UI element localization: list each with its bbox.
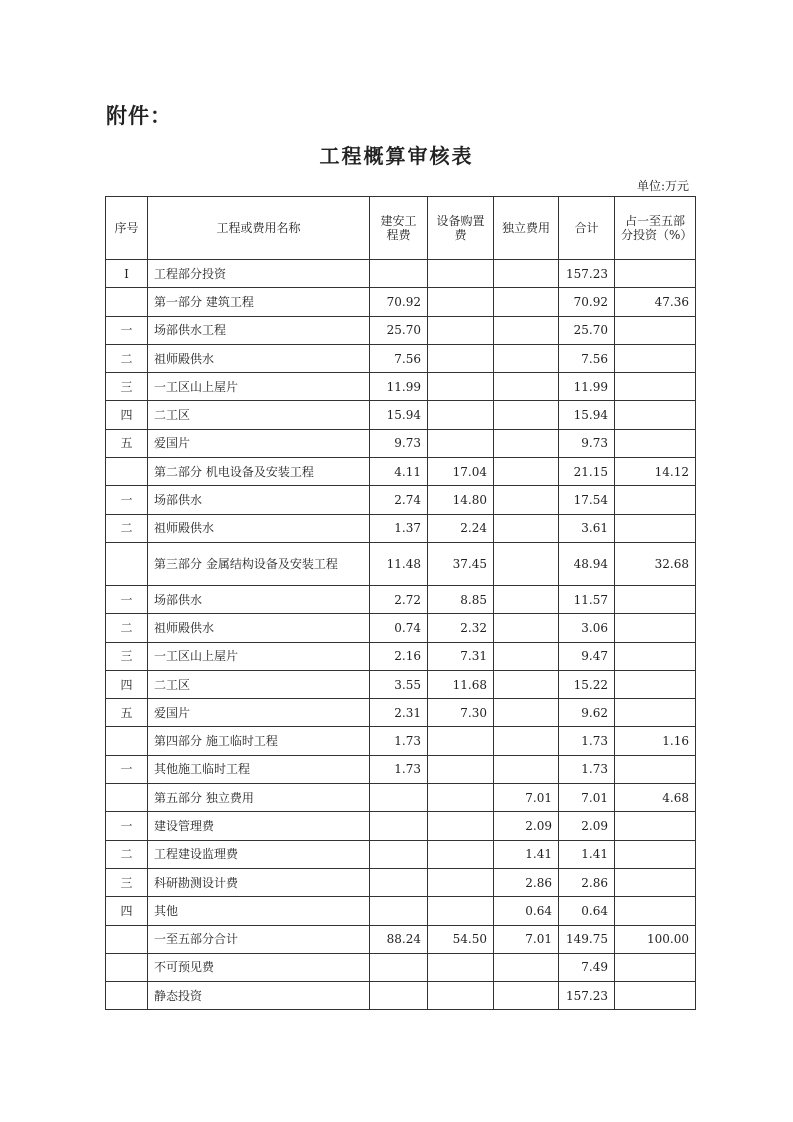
independent-cost: [494, 542, 559, 585]
table-row: [106, 727, 696, 755]
independent-cost: [494, 458, 559, 486]
table-row: [106, 670, 696, 698]
row-total: 9.62: [559, 699, 615, 727]
independent-cost: 1.41: [494, 840, 559, 868]
row-name: 不可预见费: [148, 953, 370, 981]
row-total: 1.73: [559, 755, 615, 783]
equipment-cost: [428, 982, 494, 1010]
row-total: 3.61: [559, 514, 615, 542]
independent-cost: [494, 288, 559, 316]
row-number: [106, 458, 148, 486]
row-number: [106, 288, 148, 316]
row-number: [106, 784, 148, 812]
row-name: 建设管理费: [148, 812, 370, 840]
independent-cost: [494, 699, 559, 727]
equipment-cost: 54.50: [428, 925, 494, 953]
table-row: [106, 925, 696, 953]
table-row: [106, 344, 696, 372]
row-total: 157.23: [559, 260, 615, 288]
build-cost: 11.99: [370, 373, 428, 401]
attachment-label: 附件：: [106, 104, 172, 128]
row-number: 二: [106, 344, 148, 372]
row-percent: [615, 670, 696, 698]
row-name: 第三部分 金属结构设备及安装工程: [148, 542, 370, 585]
equipment-cost: [428, 840, 494, 868]
equipment-cost: [428, 344, 494, 372]
row-name: 场部供水: [148, 486, 370, 514]
row-name: 一工区山上屋片: [148, 642, 370, 670]
table-row: [106, 542, 696, 585]
table-row: [106, 373, 696, 401]
row-percent: [615, 486, 696, 514]
table-row: [106, 868, 696, 896]
equipment-cost: [428, 401, 494, 429]
build-cost: 15.94: [370, 401, 428, 429]
independent-cost: [494, 316, 559, 344]
row-number: 一: [106, 316, 148, 344]
equipment-cost: [428, 812, 494, 840]
row-number: [106, 727, 148, 755]
equipment-cost: 2.32: [428, 614, 494, 642]
build-cost: 2.72: [370, 585, 428, 613]
independent-cost: [494, 642, 559, 670]
equipment-cost: 2.24: [428, 514, 494, 542]
row-number: 三: [106, 642, 148, 670]
row-percent: [615, 642, 696, 670]
table-row: [106, 288, 696, 316]
row-name: 第四部分 施工临时工程: [148, 727, 370, 755]
build-cost: [370, 982, 428, 1010]
row-percent: [615, 585, 696, 613]
independent-cost: [494, 429, 559, 457]
row-total: 11.57: [559, 585, 615, 613]
row-total: 149.75: [559, 925, 615, 953]
equipment-cost: 17.04: [428, 458, 494, 486]
row-percent: [615, 373, 696, 401]
table-row: [106, 699, 696, 727]
independent-cost: 7.01: [494, 784, 559, 812]
independent-cost: 2.09: [494, 812, 559, 840]
row-name: 一工区山上屋片: [148, 373, 370, 401]
table-row: [106, 897, 696, 925]
row-percent: [615, 982, 696, 1010]
equipment-cost: [428, 260, 494, 288]
table-row: [106, 642, 696, 670]
equipment-cost: [428, 755, 494, 783]
row-name: 其他施工临时工程: [148, 755, 370, 783]
build-cost: [370, 812, 428, 840]
table-row: [106, 585, 696, 613]
header-build-cost: 建安工程费: [370, 197, 428, 260]
independent-cost: [494, 514, 559, 542]
independent-cost: [494, 585, 559, 613]
row-name: 第一部分 建筑工程: [148, 288, 370, 316]
independent-cost: [494, 373, 559, 401]
row-number: 五: [106, 699, 148, 727]
row-number: 二: [106, 840, 148, 868]
independent-cost: [494, 982, 559, 1010]
row-name: 其他: [148, 897, 370, 925]
row-total: 15.94: [559, 401, 615, 429]
header-total: 合计: [559, 197, 615, 260]
row-name: 第二部分 机电设备及安装工程: [148, 458, 370, 486]
row-name: 静态投资: [148, 982, 370, 1010]
table-row: [106, 840, 696, 868]
row-total: 15.22: [559, 670, 615, 698]
row-name: 二工区: [148, 401, 370, 429]
row-total: 11.99: [559, 373, 615, 401]
row-total: 17.54: [559, 486, 615, 514]
row-number: 一: [106, 755, 148, 783]
row-percent: [615, 316, 696, 344]
row-percent: [615, 699, 696, 727]
row-percent: [615, 812, 696, 840]
table-row: [106, 812, 696, 840]
row-number: 五: [106, 429, 148, 457]
row-number: 二: [106, 514, 148, 542]
table-row: [106, 429, 696, 457]
equipment-cost: [428, 373, 494, 401]
row-name: 工程部分投资: [148, 260, 370, 288]
build-cost: 9.73: [370, 429, 428, 457]
build-cost: [370, 840, 428, 868]
row-percent: 100.00: [615, 925, 696, 953]
row-total: 1.41: [559, 840, 615, 868]
build-cost: [370, 897, 428, 925]
row-name: 第五部分 独立费用: [148, 784, 370, 812]
row-name: 科研勘测设计费: [148, 868, 370, 896]
row-name: 爱国片: [148, 699, 370, 727]
table-row: [106, 316, 696, 344]
build-cost: 0.74: [370, 614, 428, 642]
row-percent: [615, 429, 696, 457]
independent-cost: [494, 344, 559, 372]
table-row: [106, 486, 696, 514]
row-number: 三: [106, 868, 148, 896]
row-percent: [615, 614, 696, 642]
table-row: [106, 260, 696, 288]
row-total: 7.56: [559, 344, 615, 372]
row-total: 2.86: [559, 868, 615, 896]
equipment-cost: [428, 784, 494, 812]
build-cost: 70.92: [370, 288, 428, 316]
row-total: 3.06: [559, 614, 615, 642]
equipment-cost: [428, 953, 494, 981]
build-cost: 3.55: [370, 670, 428, 698]
row-name: 祖师殿供水: [148, 344, 370, 372]
independent-cost: [494, 614, 559, 642]
row-name: 爱国片: [148, 429, 370, 457]
table-row: [106, 755, 696, 783]
table-row: [106, 514, 696, 542]
equipment-cost: 7.30: [428, 699, 494, 727]
header-equipment-cost: 设备购置费: [428, 197, 494, 260]
page-title: 工程概算审核表: [319, 144, 474, 168]
row-percent: [615, 953, 696, 981]
build-cost: [370, 784, 428, 812]
row-total: 1.73: [559, 727, 615, 755]
table-row: [106, 953, 696, 981]
row-percent: [615, 401, 696, 429]
row-number: [106, 982, 148, 1010]
row-number: 四: [106, 897, 148, 925]
row-percent: 32.68: [615, 542, 696, 585]
equipment-cost: [428, 868, 494, 896]
independent-cost: [494, 755, 559, 783]
row-percent: 14.12: [615, 458, 696, 486]
build-cost: 11.48: [370, 542, 428, 585]
row-name: 二工区: [148, 670, 370, 698]
table-row: [106, 614, 696, 642]
row-total: 157.23: [559, 982, 615, 1010]
row-total: 70.92: [559, 288, 615, 316]
header-name: 工程或费用名称: [148, 197, 370, 260]
equipment-cost: 7.31: [428, 642, 494, 670]
build-cost: [370, 868, 428, 896]
row-name: 一至五部分合计: [148, 925, 370, 953]
row-percent: 4.68: [615, 784, 696, 812]
budget-table: [105, 196, 696, 1010]
header-independent-cost: 独立费用: [494, 197, 559, 260]
equipment-cost: 11.68: [428, 670, 494, 698]
row-name: 祖师殿供水: [148, 614, 370, 642]
independent-cost: [494, 401, 559, 429]
row-percent: [615, 344, 696, 372]
row-number: 一: [106, 486, 148, 514]
row-number: [106, 542, 148, 585]
independent-cost: [494, 670, 559, 698]
table-row: [106, 401, 696, 429]
row-total: 9.73: [559, 429, 615, 457]
build-cost: 4.11: [370, 458, 428, 486]
row-total: 9.47: [559, 642, 615, 670]
row-name: 祖师殿供水: [148, 514, 370, 542]
row-percent: 1.16: [615, 727, 696, 755]
row-number: 一: [106, 585, 148, 613]
header-no: 序号: [106, 197, 148, 260]
row-percent: 47.36: [615, 288, 696, 316]
row-number: 一: [106, 812, 148, 840]
row-total: 0.64: [559, 897, 615, 925]
build-cost: [370, 260, 428, 288]
row-name: 场部供水工程: [148, 316, 370, 344]
build-cost: 1.37: [370, 514, 428, 542]
independent-cost: [494, 486, 559, 514]
row-number: I: [106, 260, 148, 288]
row-number: [106, 953, 148, 981]
independent-cost: [494, 727, 559, 755]
row-number: 三: [106, 373, 148, 401]
row-name: 场部供水: [148, 585, 370, 613]
build-cost: 2.31: [370, 699, 428, 727]
header-percent: 占一至五部分投资（%）: [615, 197, 696, 260]
row-number: 四: [106, 670, 148, 698]
table-row: [106, 982, 696, 1010]
equipment-cost: [428, 288, 494, 316]
equipment-cost: [428, 727, 494, 755]
row-percent: [615, 840, 696, 868]
table-header-row: [106, 197, 696, 260]
row-total: 21.15: [559, 458, 615, 486]
build-cost: 88.24: [370, 925, 428, 953]
row-percent: [615, 514, 696, 542]
independent-cost: 2.86: [494, 868, 559, 896]
row-name: 工程建设监理费: [148, 840, 370, 868]
independent-cost: [494, 953, 559, 981]
independent-cost: [494, 260, 559, 288]
build-cost: [370, 953, 428, 981]
row-percent: [615, 868, 696, 896]
equipment-cost: [428, 429, 494, 457]
row-total: 2.09: [559, 812, 615, 840]
row-total: 7.49: [559, 953, 615, 981]
build-cost: 1.73: [370, 755, 428, 783]
build-cost: 2.16: [370, 642, 428, 670]
row-percent: [615, 260, 696, 288]
independent-cost: 0.64: [494, 897, 559, 925]
equipment-cost: 8.85: [428, 585, 494, 613]
equipment-cost: 14.80: [428, 486, 494, 514]
equipment-cost: 37.45: [428, 542, 494, 585]
row-number: 四: [106, 401, 148, 429]
build-cost: 25.70: [370, 316, 428, 344]
row-total: 25.70: [559, 316, 615, 344]
row-total: 7.01: [559, 784, 615, 812]
independent-cost: 7.01: [494, 925, 559, 953]
unit-label: 单位:万元: [636, 179, 689, 193]
build-cost: 2.74: [370, 486, 428, 514]
equipment-cost: [428, 897, 494, 925]
equipment-cost: [428, 316, 494, 344]
row-percent: [615, 897, 696, 925]
table-body: [106, 260, 696, 1010]
row-number: [106, 925, 148, 953]
table-row: [106, 458, 696, 486]
table-row: [106, 784, 696, 812]
row-percent: [615, 755, 696, 783]
build-cost: 1.73: [370, 727, 428, 755]
row-total: 48.94: [559, 542, 615, 585]
build-cost: 7.56: [370, 344, 428, 372]
row-number: 二: [106, 614, 148, 642]
